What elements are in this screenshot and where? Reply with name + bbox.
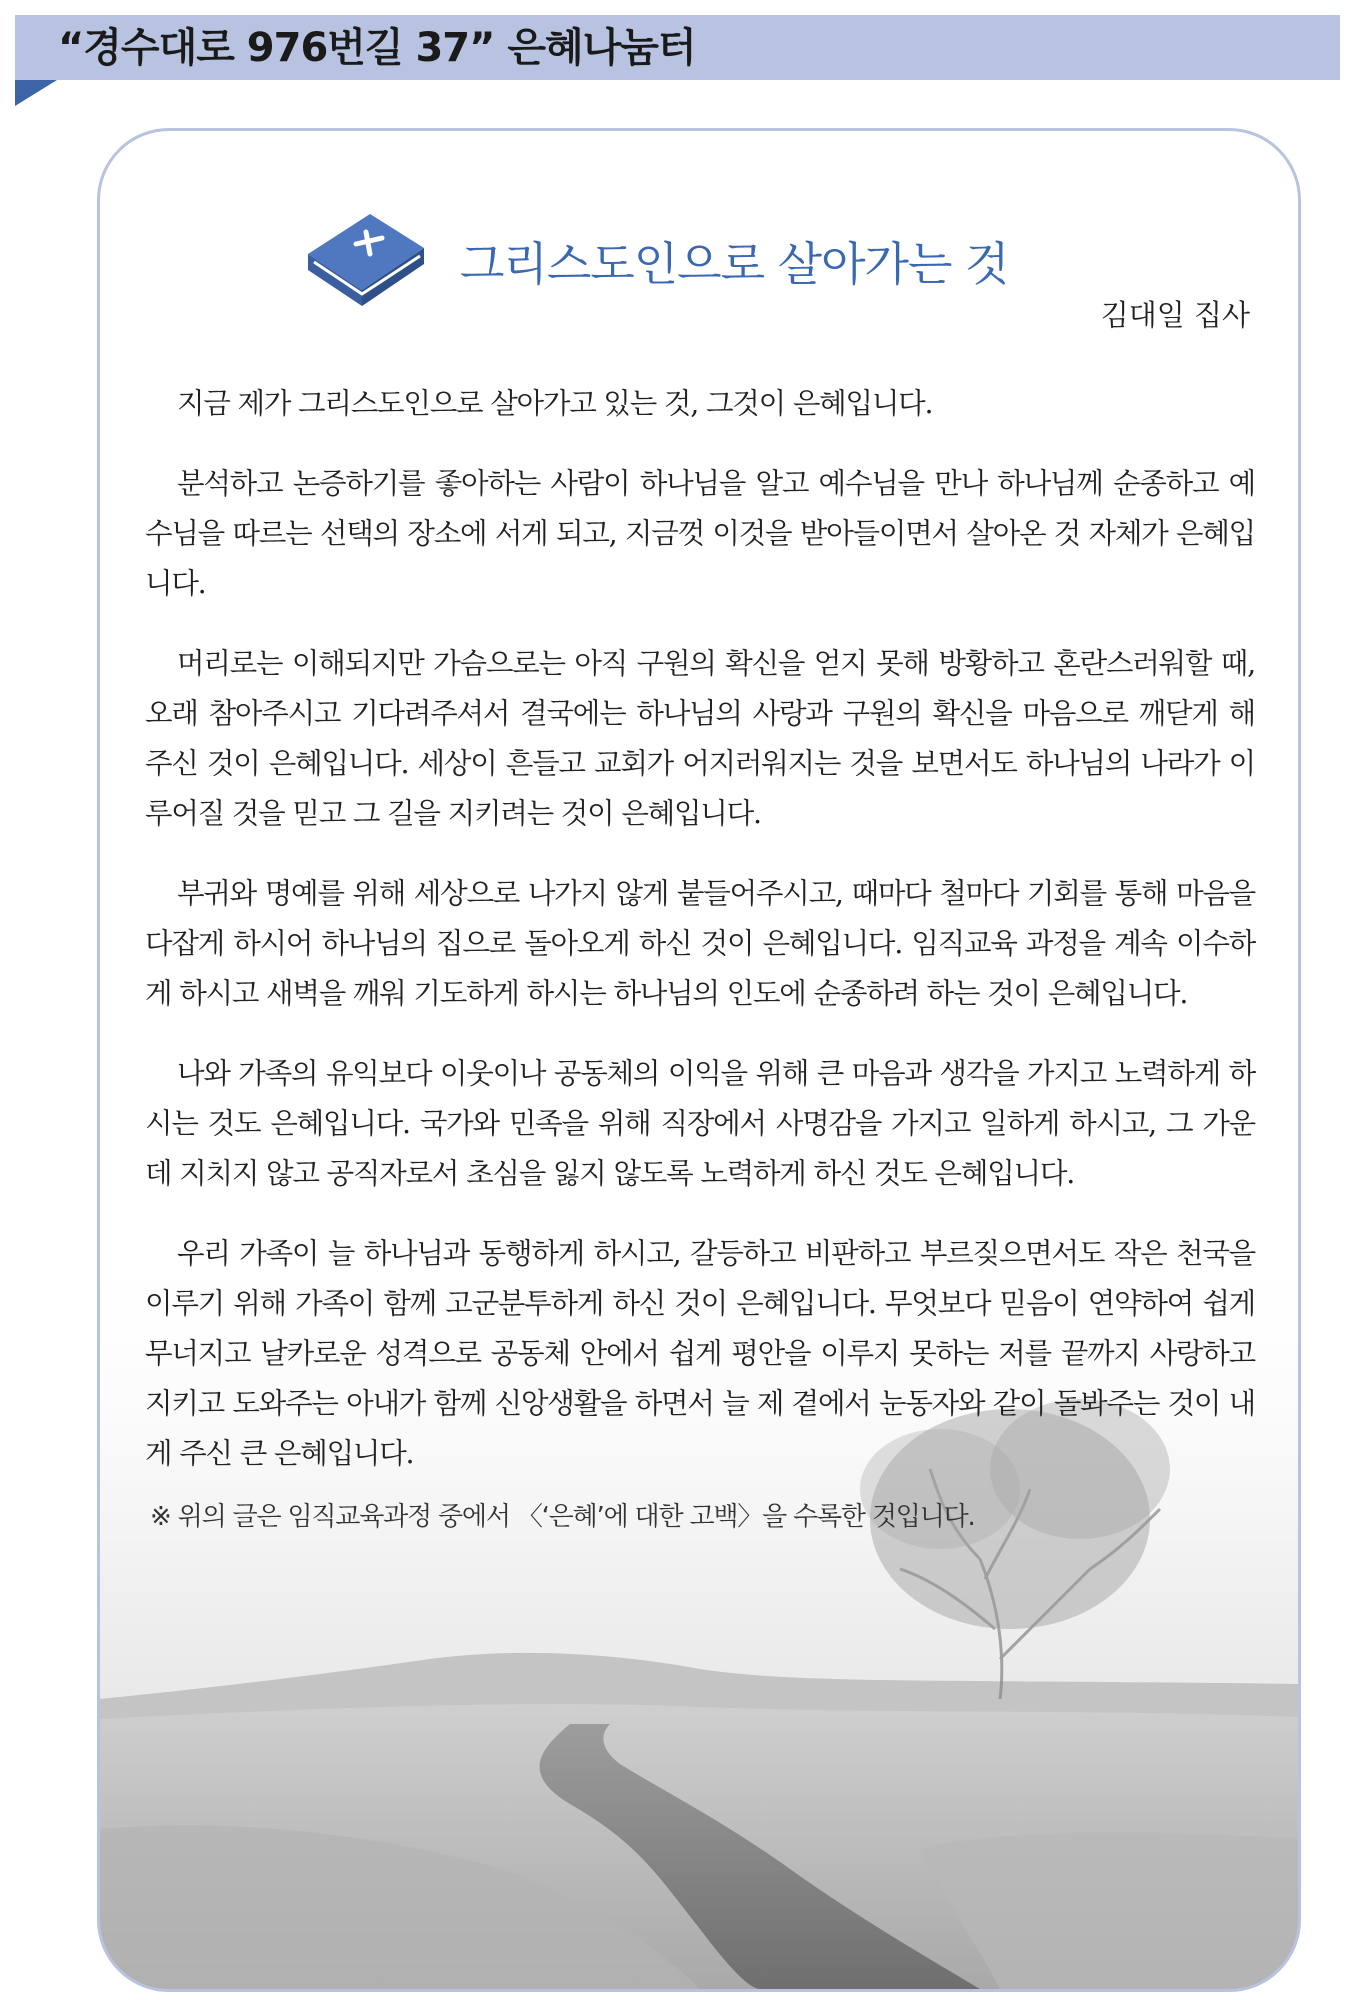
paragraph: 부귀와 명예를 위해 세상으로 나가지 않게 붙들어주시고, 때마다 철마다 기회를 통해 마음을 다잡게 하시어 하나님의 집으로 돌아오게 하신 것이 은혜입니다. 임직교육 과정을 계속 이수하게 하시고 새벽을 깨워 기도하게 하시는 하나님의 인도에 순종하려 하는 것이 은혜입니다. — [145, 877, 1255, 1010]
article-title-row — [300, 201, 1008, 321]
article-title: 그리스도인으로 살아가는 것 — [460, 237, 1009, 291]
paragraph: 우리 가족이 늘 하나님과 동행하게 하시고, 갈등하고 비판하고 부르짖으면서도 작은 천국을 이루기 위해 가족이 함께 고군분투하게 하신 것이 은혜입니다. 무엇보다 믿음이 연약하여 쉽게 무너지고 날카로운 성격으로 공동체 안에서 쉽게 평안을 이루지 못하는 저를 끝까지 사랑하고 지키고 도와주는 아내가 함께 신앙생활을 하면서 늘 제 곁에서 눈동자와 같이 돌봐주는 것이 내게 주신 큰 은혜입니다. — [145, 1237, 1255, 1470]
article-card — [97, 128, 1301, 1992]
paragraph: 머리로는 이해되지만 가슴으로는 아직 구원의 확신을 얻지 못해 방황하고 혼란스러워할 때, 오래 참아주시고 기다려주셔서 결국에는 하나님의 사랑과 구원의 확신을 마음으로 깨닫게 해 주신 것이 은혜입니다. 세상이 흔들고 교회가 어지러워지는 것을 보면서도 하나님의 나라가 이루어질 것을 믿고 그 길을 지키려는 것이 은혜입니다. — [145, 647, 1255, 830]
author-name: 김대일 집사 — [1100, 298, 1250, 332]
paragraph: 나와 가족의 유익보다 이웃이나 공동체의 이익을 위해 큰 마음과 생각을 가지고 노력하게 하시는 것도 은혜입니다. 국가와 민족을 위해 직장에서 사명감을 가지고 일하게 하시고, 그 가운데 지치지 않고 공직자로서 초심을 잃지 않도록 노력하게 하신 것도 은혜입니다. — [145, 1057, 1255, 1190]
paragraph: 분석하고 논증하기를 좋아하는 사람이 하나님을 알고 예수님을 만나 하나님께 순종하고 예수님을 따르는 선택의 장소에 서게 되고, 지금껏 이것을 받아들이면서 살아온 것 자체가 은혜입니다. — [145, 467, 1255, 600]
header-corner-fold — [15, 80, 57, 106]
section-title: “경수대로 976번길 37” 은혜나눔터 — [58, 25, 696, 71]
paragraph: 지금 제가 그리스도인으로 살아가고 있는 것, 그것이 은혜입니다. — [177, 387, 933, 420]
article-body — [145, 379, 1255, 1509]
bible-icon — [300, 206, 430, 316]
footnote: ※ 위의 글은 임직교육과정 중에서 〈‘은혜’에 대한 고백〉을 수록한 것입니다. — [150, 1502, 975, 1532]
